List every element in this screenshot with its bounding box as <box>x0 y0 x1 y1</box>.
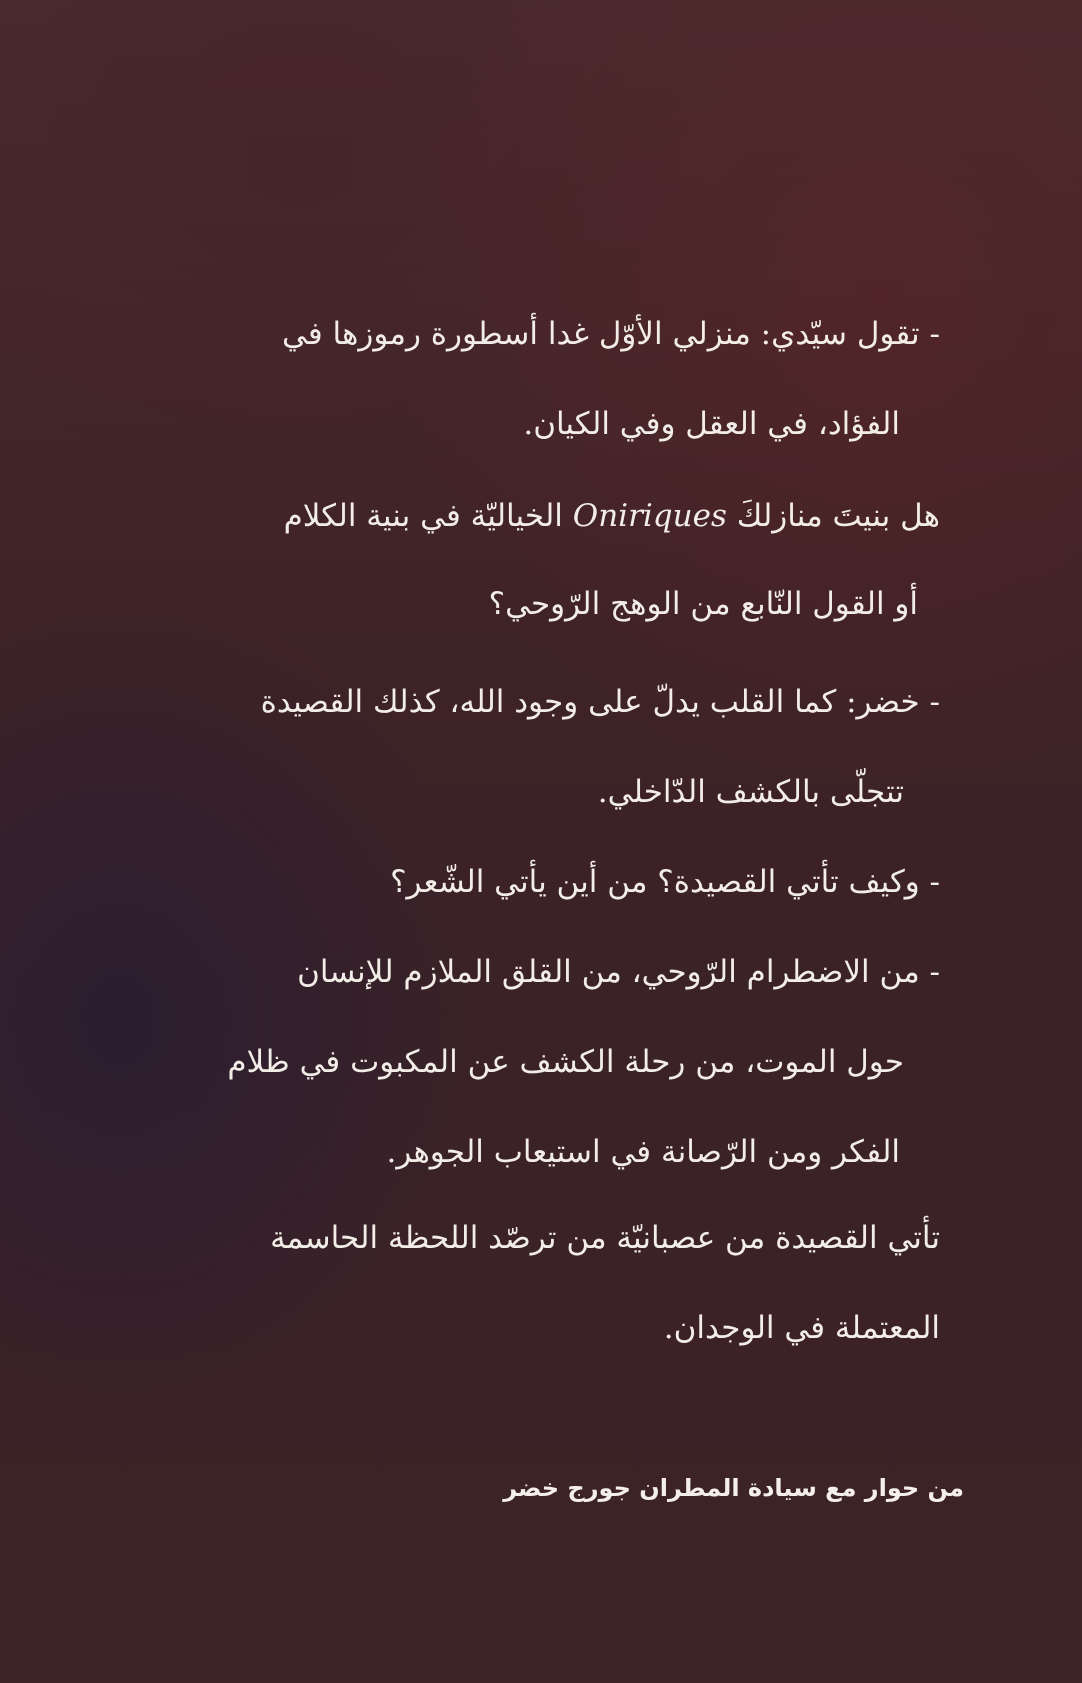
poem-line-start: هل بنيتَ منازلكَ <box>736 498 940 534</box>
poem-line: - تقول سيّدي: منزلي الأوّل غدا أسطورة رموزها في <box>282 316 940 352</box>
poem-line <box>284 496 940 536</box>
poem-line: أو القول النّابع من الوهج الرّوحي؟ <box>488 586 918 622</box>
poem-line: - من الاضطرام الرّوحي، من القلق الملازم للإنسان <box>297 954 940 990</box>
poem-line: تأتي القصيدة من عصبانيّة من ترصّد اللحظة الحاسمة <box>270 1220 940 1256</box>
poem-line: المعتملة في الوجدان. <box>663 1310 940 1346</box>
source-credit: من حوار مع سيادة المطران جورج خضر <box>503 1474 964 1502</box>
poem-line: - وكيف تأتي القصيدة؟ من أين يأتي الشّعر؟ <box>390 864 940 900</box>
poem-line: - خضر: كما القلب يدلّ على وجود الله، كذلك القصيدة <box>260 684 940 720</box>
latin-word: Oniriques <box>572 498 727 534</box>
poem-line: تتجلّى بالكشف الدّاخلي. <box>597 774 904 810</box>
poem-line: الفكر ومن الرّصانة في استيعاب الجوهر. <box>386 1134 900 1170</box>
poem-line: الفؤاد، في العقل وفي الكيان. <box>523 406 900 442</box>
poem-line: حول الموت، من رحلة الكشف عن المكبوت في ظلام <box>227 1044 904 1080</box>
poem-line-end: الخياليّة في بنية الكلام <box>283 498 563 534</box>
